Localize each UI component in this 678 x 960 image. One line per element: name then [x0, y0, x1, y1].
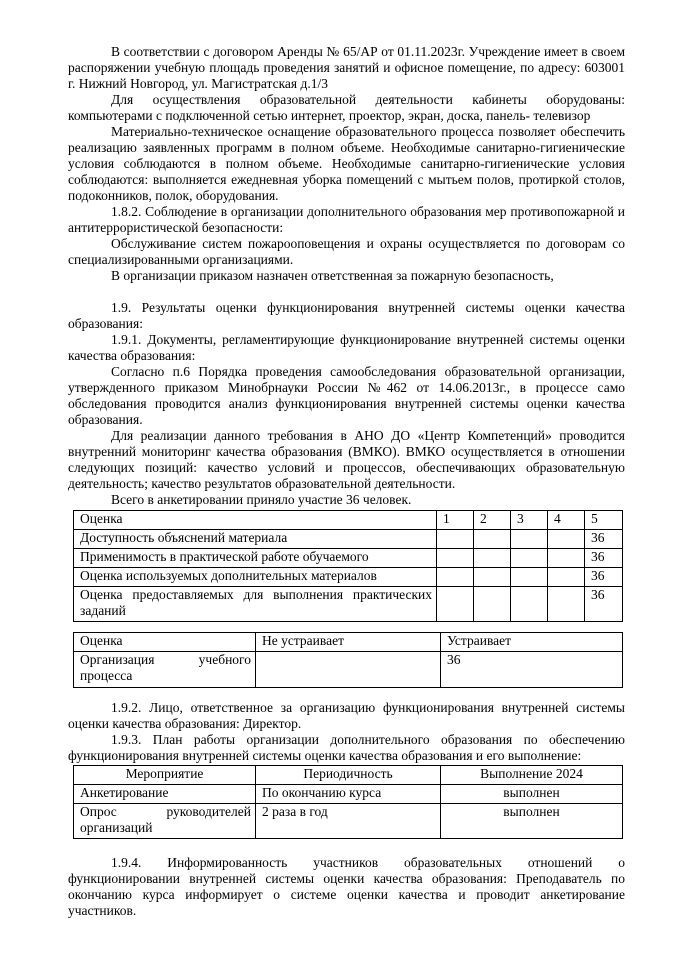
cell	[548, 568, 585, 587]
para-material-technical: Материально-техническое оснащение образовательного процесса позволяет обеспечить реализацию заявленных программ в полном объеме. Необходимые санитарно-гигиенические условия соблюдаются в полном объеме. Необходимые санитарно-гигиенические условия соблюдаются: выполняется ежедневная уборка помещений с мытьем полов, протиркой столов, подоконников, полок, оборудования.	[68, 124, 625, 203]
para-lease-agreement: В соответствии с договором Аренды № 65/АР от 01.11.2023г. Учреждение имеет в своем распоряжении учебную площадь проведения занятий и офисное помещение, по адресу: 603001 г. Нижний Новгород, ул. Магистратская д.1/3	[68, 44, 625, 91]
cell: 1	[437, 511, 474, 530]
table-row	[74, 549, 623, 568]
cell: выполнен	[441, 804, 623, 839]
cell	[548, 587, 585, 622]
para-section-1-9-1: 1.9.1. Документы, регламентирующие функционирование внутренней системы оценки качества образования:	[68, 332, 625, 363]
cell	[474, 549, 511, 568]
table-row	[74, 785, 623, 804]
rating-table	[73, 510, 623, 622]
para-survey-total: Всего в анкетировании приняло участие 36 человек.	[111, 492, 412, 507]
cell: 3	[511, 511, 548, 530]
cell: Оценка предоставляемых для выполнения практических заданий	[74, 587, 437, 622]
table-row	[74, 568, 623, 587]
cell	[511, 549, 548, 568]
cell	[474, 530, 511, 549]
para-section-1-9-4: 1.9.4. Информированность участников образовательных отношений о функционировании внутренней системы оценки качества образования: Преподаватель по окончанию курса информирует о системе оценки качества и проводит анкетирование участников.	[68, 855, 625, 918]
cell: Организация учебного процесса	[74, 652, 256, 688]
cell: Устраивает	[441, 633, 623, 652]
rating-table-header-row	[74, 511, 623, 530]
para-classrooms-equipment: Для осуществления образовательной деятельности кабинеты оборудованы: компьютерами с подключенной сетью интернет, проектор, экран, доска, панель- телевизор	[68, 92, 625, 123]
para-section-1-8-2: 1.8.2. Соблюдение в организации дополнительного образования мер противопожарной и антитеррористической безопасности:	[68, 204, 625, 235]
cell: 4	[548, 511, 585, 530]
cell	[474, 587, 511, 622]
cell	[511, 530, 548, 549]
cell	[511, 568, 548, 587]
cell	[474, 568, 511, 587]
cell: По окончанию курса	[256, 785, 441, 804]
plan-table-header-row	[74, 766, 623, 785]
para-fire-safety-responsible: В организации приказом назначен ответственная за пожарную безопасность,	[111, 268, 554, 283]
cell	[437, 587, 474, 622]
satisfaction-table-header-row	[74, 633, 623, 652]
cell: Не устраивает	[256, 633, 441, 652]
cell	[548, 530, 585, 549]
para-self-assessment-order: Согласно п.6 Порядка проведения самообследования образовательной организации, утвержденного приказом Минобрнауки России №462 от 14.06.2013г., в процессе само обследования проводится анализ функционирования внутренней системы оценки качества образования.	[68, 364, 625, 427]
cell: Периодичность	[256, 766, 441, 785]
cell: 36	[585, 549, 623, 568]
cell	[256, 652, 441, 688]
cell: 5	[585, 511, 623, 530]
cell: 36	[585, 530, 623, 549]
cell	[511, 587, 548, 622]
cell: Доступность объяснений материала	[74, 530, 437, 549]
cell: выполнен	[441, 785, 623, 804]
para-section-1-9: 1.9. Результаты оценки функционирования внутренней системы оценки качества образования:	[68, 300, 625, 331]
para-section-1-9-2: 1.9.2. Лицо, ответственное за организацию функционирования внутренней системы оценки качества образования: Директор.	[68, 700, 625, 731]
plan-table	[73, 765, 623, 839]
para-section-1-9-3: 1.9.3. План работы организации дополнительного образования по обеспечению функционирования внутренней системы оценки качества образования и его выполнение:	[68, 732, 625, 763]
cell: Оценка	[74, 633, 256, 652]
cell	[437, 568, 474, 587]
cell	[437, 530, 474, 549]
para-vmko-monitoring: Для реализации данного требования в АНО ДО «Центр Компетенций» проводится внутренний мониторинг качества образования (ВМКО). ВМКО осуществляется в отношении следующих позиций: качество условий и процессов, обеспечивающих образовательную деятельность; качество результатов образовательной деятельности.	[68, 428, 625, 491]
cell: Выполнение 2024	[441, 766, 623, 785]
table-row	[74, 530, 623, 549]
cell: Анкетирование	[74, 785, 256, 804]
cell: 36	[585, 587, 623, 622]
para-fire-alarm-service: Обслуживание систем пожарооповещения и охраны осуществляется по договорам со специализированными организациями.	[68, 236, 625, 267]
satisfaction-table	[73, 632, 623, 688]
table-row	[74, 652, 623, 688]
cell: Опрос руководителей организаций	[74, 804, 256, 839]
table-row	[74, 587, 623, 622]
cell	[548, 549, 585, 568]
cell: 2 раза в год	[256, 804, 441, 839]
cell: Мероприятие	[74, 766, 256, 785]
cell: 2	[474, 511, 511, 530]
cell: Оценка	[74, 511, 437, 530]
cell	[437, 549, 474, 568]
cell: Применимость в практической работе обучаемого	[74, 549, 437, 568]
table-row	[74, 804, 623, 839]
cell: 36	[585, 568, 623, 587]
cell: Оценка используемых дополнительных материалов	[74, 568, 437, 587]
cell: 36	[441, 652, 623, 688]
